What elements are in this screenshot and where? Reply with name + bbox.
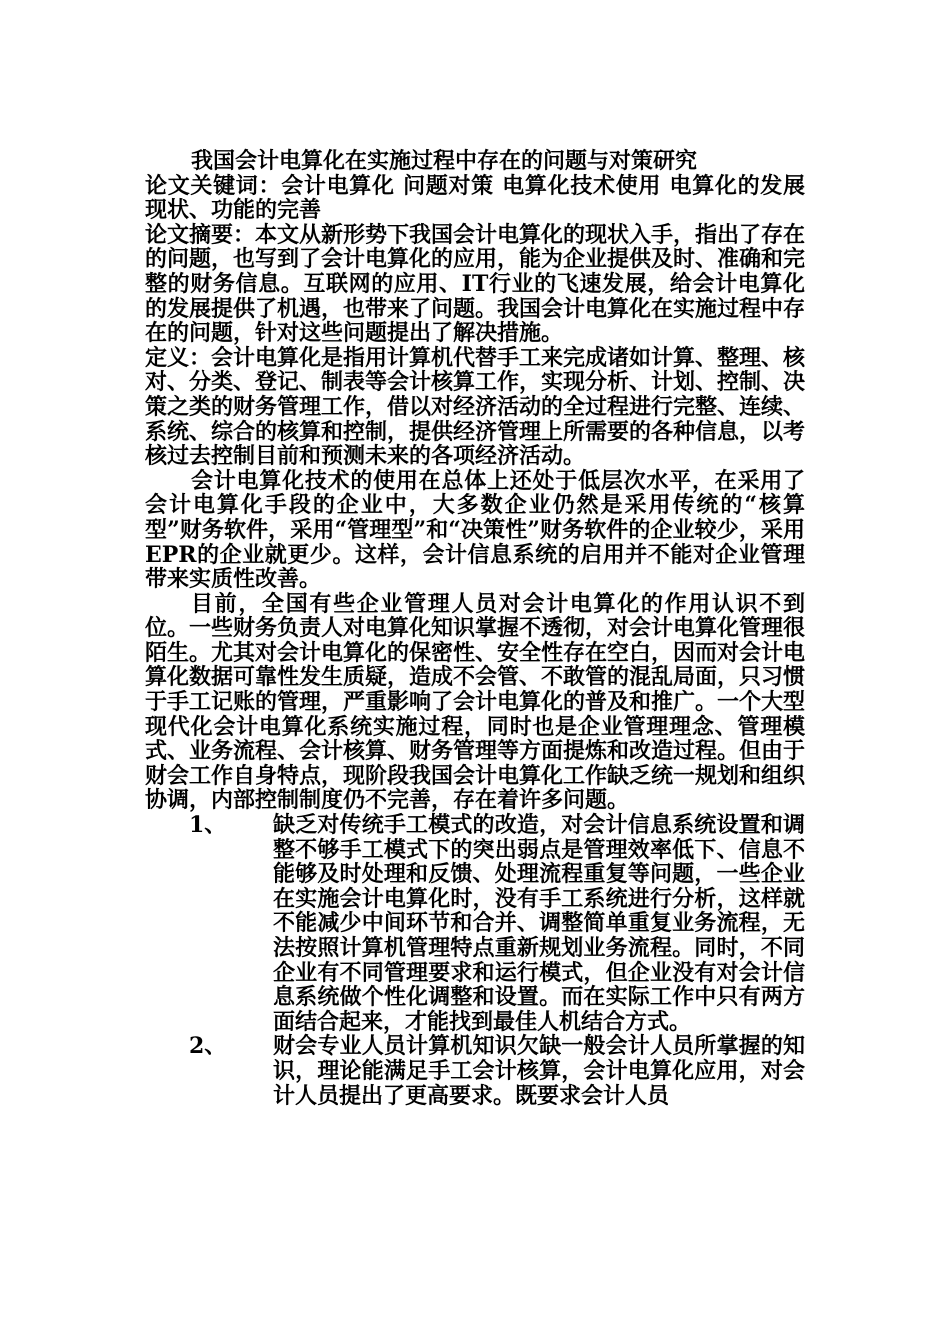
list-item bbox=[145, 813, 805, 1034]
definition-paragraph: 定义：会计电算化是指用计算机代替手工来完成诸如计算、整理、核对、分类、登记、制表等会计核算工作，实现分析、计划、控制、决策之类的财务管理工作，借以对经济活动的全过程进行完整、连续、系统、综合的核算和控制，提供经济管理上所需要的各种信息，以考核过去控制目前和预测未来的各项经济活动。 bbox=[145, 344, 806, 470]
list-item-text: 财会专业人员计算机知识欠缺一般会计人员所掌握的知识，理论能满足手工会计核算，会计电算化应用，对会计人员提出了更高要求。既要求会计人员 bbox=[273, 1033, 805, 1109]
list-item-number: 2、 bbox=[189, 1033, 227, 1060]
document-title: 我国会计电算化在实施过程中存在的问题与对策研究 bbox=[191, 148, 698, 174]
body-paragraph-2: 目前，全国有些企业管理人员对会计电算化的作用认识不到位。一些财务负责人对电算化知识掌握不透彻，对会计电算化管理很陌生。尤其对会计电算化的保密性、安全性存在空白，因而对会计电算化数据可靠性发生质疑，造成不会管、不敢管的混乱局面，只习惯于手工记账的管理，严重影响了会计电算化的普及和推广。一个大型现代化会计电算化系统实施过程，同时也是企业管理理念、管理模式、业务流程、会计核算、财务管理等方面提炼和改造过程。但由于财会工作自身特点，现阶段我国会计电算化工作缺乏统一规划和组织协调，内部控制制度仍不完善，存在着许多问题。 bbox=[145, 590, 806, 814]
list-item bbox=[145, 1034, 805, 1108]
body-paragraph-1: 会计电算化技术的使用在总体上还处于低层次水平，在采用了会计电算化手段的企业中，大多数企业仍然是采用传统的“核算型”财务软件，采用“管理型”和“决策性”财务软件的企业较少，采用EPR的企业就更少。这样，会计信息系统的启用并不能对企业管理带来实质性改善。 bbox=[145, 467, 805, 593]
keywords-paragraph: 论文关键词：会计电算化 问题对策 电算化技术使用 电算化的发展现状、功能的完善 bbox=[145, 172, 805, 224]
document-body bbox=[145, 149, 805, 1108]
list-item-text: 缺乏对传统手工模式的改造，对会计信息系统设置和调整不够手工模式下的突出弱点是管理效率低下、信息不能够及时处理和反馈、处理流程重复等问题，一些企业在实施会计电算化时，没有手工系统进行分析，这样就不能减少中间环节和合并、调整简单重复业务流程，无法按照计算机管理特点重新规划业务流程。同时，不同企业有不同管理要求和运行模式，但企业没有对会计信息系统做个性化调整和设置。而在实际工作中只有两方面结合起来，才能找到最佳人机结合方式。 bbox=[273, 812, 805, 1035]
abstract-paragraph: 论文摘要：本文从新形势下我国会计电算化的现状入手，指出了存在的问题，也写到了会计电算化的应用，能为企业提供及时、准确和完整的财务信息。互联网的应用、IT行业的飞速发展，给会计电算化的发展提供了机遇，也带来了问题。我国会计电算化在实施过程中存在的问题，针对这些问题提出了解决措施。 bbox=[145, 221, 806, 347]
list-item-number: 1、 bbox=[189, 812, 227, 839]
